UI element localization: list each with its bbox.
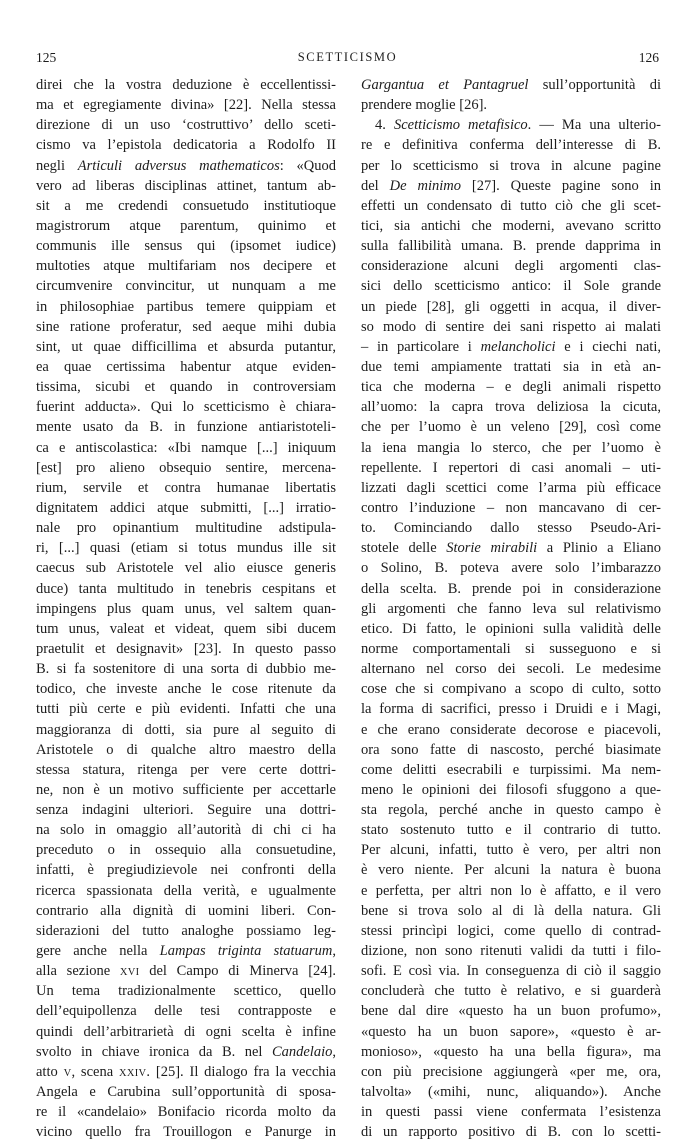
text-line: Angela e Carubina sull’opportunità di sposa- xyxy=(36,1084,336,1101)
text-line: sta regola, perché anche in questo campo è xyxy=(361,802,661,819)
text-line: etico. Di fatto, le opinioni sulla validità delle xyxy=(361,620,661,637)
text-line: sofi. E così via. In conseguenza di ciò il saggio xyxy=(361,963,661,980)
text-line: «questo ha un buon sapore», «questo è ar- xyxy=(361,1023,661,1040)
text-line: contro l’induzione – non mancavano di cer- xyxy=(361,499,661,516)
text-line: re e definitiva conferma dell’interesse di B. xyxy=(361,137,661,154)
text-line: ri, [...] quasi (etiam si totus mundus ille sit xyxy=(36,540,336,557)
text-line: concluderà che tutto è relativo, e si guarderà xyxy=(361,983,661,1000)
text-line: to. Cominciando dallo stesso Pseudo-Ari- xyxy=(361,520,661,537)
text-line: come delitti esecrabili e turpissimi. Ma nem- xyxy=(361,761,661,778)
text-line: praetulit et designavit» [23]. In questo passo xyxy=(36,640,336,657)
text-line: so modo di sentire dei sani rispetto ai malati xyxy=(361,318,661,335)
text-line: Gargantua et Pantagruel sull’opportunità di xyxy=(361,77,661,93)
text-line: tica che moderna – e degli animali rispetto xyxy=(361,379,661,396)
text-line: cose che si compivano a scopo di culto, sotto xyxy=(361,681,661,698)
text-line: del De minimo [27]. Queste pagine sono in xyxy=(361,177,661,194)
text-line: atto V, scena XXIV. [25]. Il dialogo fra la vecchia xyxy=(36,1063,336,1080)
text-line: maggioranza di dotti, sia pure al seguito di xyxy=(36,721,336,738)
text-line: bene si trova solo al di là della natura. Gli xyxy=(361,902,661,919)
text-line: con più precisione aggiungerà «per me, ora, xyxy=(361,1063,661,1080)
text-line: dignitatem addici atque submitti, [...] irratio- xyxy=(36,499,336,516)
text-line: cismo va l’epistola dedicatoria a Rodolfo II xyxy=(36,137,336,154)
text-line: magistrorum atque parentum, quinimo et xyxy=(36,217,336,234)
text-line: stessi princìpi logici, come quello di contrad- xyxy=(361,922,661,939)
text-line: na solo in omaggio all’autorità di chi ci ha xyxy=(36,822,336,839)
text-line: due temi ampiamente trattati sia in età an- xyxy=(361,358,661,375)
text-line: ne, non è un motivo sufficiente per accettarle xyxy=(36,781,336,798)
text-line: mente usato da B. in funzione antiaristoteli- xyxy=(36,419,336,436)
text-line: in questi passi viene confermata l’esistenza xyxy=(361,1104,661,1121)
text-line: all’uomo: la capra trova deliziosa la cicuta, xyxy=(361,399,661,416)
text-line: la iena mangia lo sterco, che per l’uomo è xyxy=(361,439,661,456)
text-line: tissima, sicubi et quando in controversiam xyxy=(36,379,336,396)
text-line: ora sono fatte di nascosto, perché biasimate xyxy=(361,741,661,758)
text-line: infatti, è pregiudizievole nei confronti della xyxy=(36,862,336,879)
text-line: norme comportamentali si susseguono e si xyxy=(361,640,661,657)
text-line: la forma di sacrifici, presso i Druidi e i Magi, xyxy=(361,701,661,718)
text-line: ea quae certissima habentur atque eviden- xyxy=(36,358,336,375)
left-column xyxy=(36,75,336,1142)
text-line: circumvenire convincitur, ut nunquam a me xyxy=(36,278,336,295)
text-line: B. si fa sostenitore di una sorta di dubbio me- xyxy=(36,661,336,678)
text-line: preceduto o in ossequio alla consuetudine, xyxy=(36,842,336,859)
text-line: Un tema tradizionalmente scettico, quello xyxy=(36,983,336,1000)
text-line: tici, sia antichi che moderni, avevano scritto xyxy=(361,217,661,234)
text-line: della scelta. B. prende poi in considerazione xyxy=(361,580,661,597)
page-number-right: 126 xyxy=(638,50,659,65)
text-line: e che erano considerate decorose e piacevoli, xyxy=(361,721,661,738)
text-line: monioso», «questo ha una bella figura», ma xyxy=(361,1043,661,1060)
text-line: sit a me credendi consuetudo institutioque xyxy=(36,197,336,214)
text-line: Per alcuni, infatti, tutto è vero, per altri non xyxy=(361,842,661,859)
text-line: talvolta» («mihi, nunc, aliquando»). Anche xyxy=(361,1084,661,1101)
text-line: considerazione alcuni degli argomenti clas- xyxy=(361,258,661,275)
text-line: direzione di un uso ‘costruttivo’ dello sceti- xyxy=(36,117,336,134)
text-line: tum unus, valeat et videat, quem sibi ducem xyxy=(36,620,336,637)
text-line: vicino quello fra Trouillogon e Panurge in xyxy=(36,1124,336,1141)
text-line: stessa statura, ritenga per vere certe dottri- xyxy=(36,761,336,778)
page-number-left: 125 xyxy=(36,50,57,65)
text-line: in philosophiae partibus temere quippiam et xyxy=(36,298,336,315)
text-line: sint, ut quae difficillima et absurda putantur, xyxy=(36,338,336,355)
text-line: o Solino, B. poteva avere solo l’imbarazzo xyxy=(361,560,661,577)
text-line: contrario alla dignità di uomini liberi. Con- xyxy=(36,902,336,919)
text-line: duce) tanta multitudo in tenebris cespitans et xyxy=(36,580,336,597)
text-line: senza indagini ulteriori. Seguire una dottri- xyxy=(36,802,336,819)
text-line: tutti più certe e più evidenti. Infatti che una xyxy=(36,701,336,718)
text-line: gere anche nella Lampas triginta statuarum, xyxy=(36,943,337,960)
text-line: dell’equipollenza delle tesi contrapposte e xyxy=(36,1003,336,1020)
text-line: multoties atque multifariam nos decipere et xyxy=(36,258,336,275)
text-line: e perfetta, per altri non lo è affatto, e il vero xyxy=(361,882,661,899)
text-line: alternano nel corso dei secoli. Le medesime xyxy=(361,661,661,678)
text-line: ca e antiscolastica: «Ibi namque [...] iniquum xyxy=(36,439,336,456)
right-column xyxy=(361,75,661,1142)
text-line: – in particolare i melancholici e i ciechi nati, xyxy=(361,338,661,355)
text-line: repellente. I repertori di casi anomali – uti- xyxy=(361,459,661,476)
text-line: todico, che investe anche le cose ritenute da xyxy=(36,681,336,698)
text-line: direi che la vostra deduzione è eccellentissi- xyxy=(36,77,336,93)
text-line: lizzati dagli scettici come l’arma più efficace xyxy=(361,479,661,496)
text-line: effetti un condensato di tutto ciò che gli scet- xyxy=(361,197,661,214)
text-line: rium, servile et contra humanae libertatis xyxy=(36,479,336,496)
text-line: vero ad liberas disciplinas attinet, tantum ab- xyxy=(36,177,336,194)
text-line: impingens plus quam unus, vel saltem quan- xyxy=(36,600,336,617)
text-line: caecus sub Aristotele vel alio eiusce generis xyxy=(36,560,336,577)
text-line: di un rapporto positivo di B. con lo scetti- xyxy=(361,1124,661,1141)
running-header xyxy=(36,50,659,72)
text-line: dizione, non sono ritenuti validi da tutti i filo- xyxy=(361,943,661,960)
text-line: ma et egregiamente divina» [22]. Nella stessa xyxy=(36,97,336,114)
text-line: negli Articuli adversus mathematicos: «Quod xyxy=(36,157,337,174)
text-line: sine ratione proferatur, sed aeque mihi dubia xyxy=(36,318,336,335)
text-line: gli argomenti che fanno leva sul relativismo xyxy=(361,600,661,617)
text-line: meno le opinioni dei filosofi sfuggono a que- xyxy=(361,781,661,798)
text-line: re il «candelaio» Bonifacio ricorda molto da xyxy=(36,1104,336,1121)
text-line: stotele delle Storie mirabili a Plinio a Eliano xyxy=(361,540,661,557)
text-line: sulla fallibilità umana. B. prende dapprima in xyxy=(361,238,661,255)
text-line: nale pro opinantium multitudine adstipula- xyxy=(36,520,336,537)
text-line: quindi dell’arbitrarietà di ogni scelta è infine xyxy=(36,1023,336,1040)
text-line: ricerca spassionata della verità, e ugualmente xyxy=(36,882,336,899)
text-line: bene dal dire «questo ha un buon profumo», xyxy=(361,1003,661,1020)
text-line: un piede [28], gli oggetti in acqua, il diver- xyxy=(361,298,661,315)
text-line: che per l’uomo è un veleno [29], così come xyxy=(361,419,661,436)
text-line: prendere moglie [26]. xyxy=(361,97,488,114)
text-line: fuerint adducta». Qui lo scetticismo è chiara- xyxy=(36,399,336,416)
text-line: stato sostenuto tutto e il contrario di tutto. xyxy=(361,822,661,839)
text-line: communis ille sensus qui (ipsomet iudice) xyxy=(36,238,336,255)
text-line: per lo scetticismo si trova in alcune pagine xyxy=(361,157,661,174)
text-line: [est] pro alieno obsequio sentire, mercena- xyxy=(36,459,336,476)
text-line: svolto in chiave ironica da B. nel Candelaio, xyxy=(36,1043,336,1060)
text-line: è vero niente. Per alcuni la natura è buona xyxy=(361,862,661,879)
text-line: 4. Scetticismo metafisico. — Ma una ulterio- xyxy=(375,117,662,134)
text-line: sici dello scetticismo antico: il Sole grande xyxy=(361,278,661,295)
running-title: SCETTICISMO xyxy=(297,50,398,64)
text-line: siderazioni del tutto analoghe possiamo leg- xyxy=(36,922,336,939)
text-line: alla sezione XVI del Campo di Minerva [24]. xyxy=(36,963,336,980)
text-line: Aristotele o di qualche altro maestro della xyxy=(36,741,336,758)
